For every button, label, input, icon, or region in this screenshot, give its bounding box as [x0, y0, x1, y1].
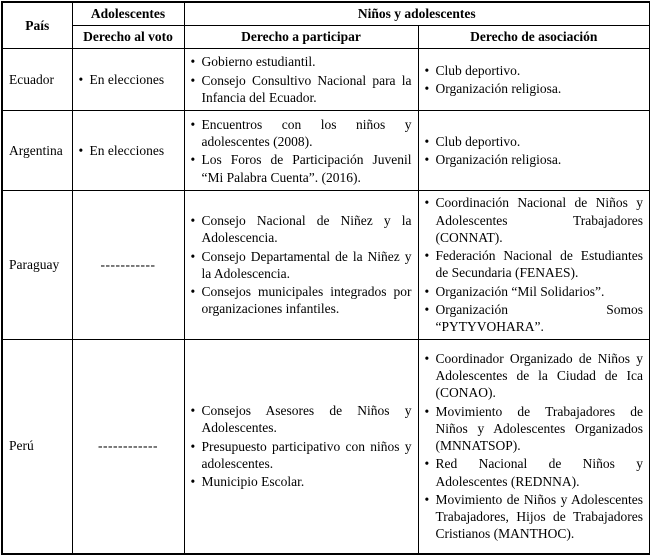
participar-list [191, 212, 412, 318]
voto-cell [72, 49, 184, 111]
bullet-item: • Presupuesto participativo con niños y adolescentes. [191, 438, 412, 473]
asociacion-cell [418, 191, 650, 339]
participar-cell [184, 191, 418, 339]
header-derecho-asociacion: Derecho de asociación [418, 26, 650, 49]
header-pais: País [2, 2, 72, 49]
bullet-item: • Red Nacional de Niños y Adolescentes (REDNNA). [425, 455, 644, 490]
table-row-ecuador [2, 49, 650, 111]
bullet-item: • Organización religiosa. [425, 151, 644, 168]
table-row-argentina [2, 111, 650, 191]
asociacion-cell [418, 339, 650, 554]
participar-cell [184, 111, 418, 191]
rights-table [1, 1, 650, 555]
bullet-item: • Movimiento de Niños y Adolescentes Trabajadores, Hijos de Trabajadores Cristianos (MANTHOC). [425, 491, 644, 543]
bullet-item: • Encuentros con los niños y adolescentes (2008). [191, 116, 412, 151]
table-row-paraguay [2, 191, 650, 339]
bullet-item: • Consejo Departamental de la Niñez y la Adolescencia. [191, 248, 412, 283]
voto-cell: ------------ [72, 339, 184, 554]
bullet-item: • Consejos Asesores de Niños y Adolescentes. [191, 402, 412, 437]
header-group-ninos: Niños y adolescentes [184, 2, 650, 26]
voto-list [79, 71, 178, 88]
header-row-subcolumns [2, 26, 650, 49]
bullet-item: • Consejo Consultivo Nacional para la Infancia del Ecuador. [191, 72, 412, 107]
header-group-adolescentes: Adolescentes [72, 2, 184, 26]
country-cell: Perú [2, 339, 72, 554]
asociacion-cell [418, 111, 650, 191]
table-row-peru [2, 339, 650, 554]
bullet-item: • Federación Nacional de Estudiantes de Secundaria (FENAES). [425, 247, 644, 282]
bullet-item: • Consejo Nacional de Niñez y la Adolescencia. [191, 212, 412, 247]
bullet-item: • Organización Somos “PYTYVOHARA”. [425, 301, 644, 336]
asociacion-cell [418, 49, 650, 111]
voto-cell: ----------- [72, 191, 184, 339]
bullet-item: • Coordinación Nacional de Niños y Adolescentes Trabajadores (CONNAT). [425, 194, 644, 246]
participar-cell [184, 339, 418, 554]
bullet-item: • Municipio Escolar. [191, 473, 412, 490]
participar-cell [184, 49, 418, 111]
bullet-item: • Organización religiosa. [425, 80, 644, 97]
header-row-groups [2, 2, 650, 26]
bullet-item: • Club deportivo. [425, 62, 644, 79]
bullet-item: • Coordinador Organizado de Niños y Adolescentes de la Ciudad de Ica (CONAO). [425, 350, 644, 402]
voto-list [79, 142, 178, 159]
header-derecho-voto: Derecho al voto [72, 26, 184, 49]
bullet-item: • Gobierno estudiantil. [191, 53, 412, 70]
bullet-item: • Club deportivo. [425, 133, 644, 150]
asociacion-list [425, 62, 644, 98]
asociacion-list [425, 350, 644, 543]
asociacion-list [425, 133, 644, 169]
voto-cell [72, 111, 184, 191]
country-cell: Argentina [2, 111, 72, 191]
bullet-item: • Movimiento de Trabajadores de Niños y Adolescentes Organizados (MNNATSOP). [425, 403, 644, 455]
bullet-item: • En elecciones [79, 71, 178, 88]
bullet-item: • Organización “Mil Solidarios”. [425, 283, 644, 300]
asociacion-list [425, 194, 644, 335]
participar-list [191, 402, 412, 490]
bullet-item: • Consejos municipales integrados por organizaciones infantiles. [191, 283, 412, 318]
country-cell: Ecuador [2, 49, 72, 111]
participar-list [191, 116, 412, 186]
header-derecho-participar: Derecho a participar [184, 26, 418, 49]
participar-list [191, 53, 412, 106]
bullet-item: • Los Foros de Participación Juvenil “Mi Palabra Cuenta”. (2016). [191, 151, 412, 186]
bullet-item: • En elecciones [79, 142, 178, 159]
country-cell: Paraguay [2, 191, 72, 339]
